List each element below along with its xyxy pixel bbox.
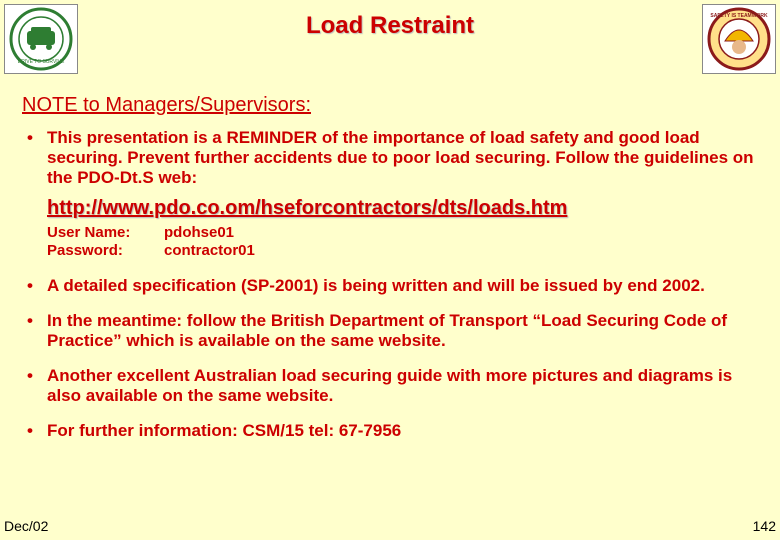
guidelines-link[interactable]: http://www.pdo.co.om/hseforcontractors/dts/loads.htm xyxy=(47,197,568,219)
note-content xyxy=(22,128,757,441)
bullet-specification-text: A detailed specification (SP-2001) is being written and will be issued by end 2002. xyxy=(47,276,705,295)
bullet-symbol: • xyxy=(27,311,33,330)
bullet-australian-guide xyxy=(22,366,757,406)
password-value: contractor01 xyxy=(164,242,255,259)
bullet-reminder-text: This presentation is a REMINDER of the importance of load safety and good load securing. Prevent further accidents due to poor load securing. Follow the guidelines on the PDO-Dt.S web: xyxy=(47,128,754,187)
bullet-further-info xyxy=(22,421,757,441)
credentials xyxy=(22,224,347,260)
bullet-symbol: • xyxy=(27,421,33,440)
note-heading: NOTE to Managers/Supervisors: xyxy=(22,94,311,116)
bullet-australian-guide-text: Another excellent Australian load securing guide with more pictures and diagrams is also available on the same website. xyxy=(47,366,733,405)
bullet-symbol: • xyxy=(27,276,33,295)
slide-title: Load Restraint xyxy=(305,12,475,39)
bullet-british-code xyxy=(22,311,757,351)
username-value: pdohse01 xyxy=(164,224,235,241)
bullet-british-code-text: In the meantime: follow the British Department of Transport “Load Securing Code of Practice” which is available on the same website. xyxy=(47,311,728,350)
bullet-specification xyxy=(22,276,757,296)
safety-teamwork-logo xyxy=(702,4,776,74)
bullet-symbol: • xyxy=(27,128,33,147)
bullet-symbol: • xyxy=(27,366,33,385)
bullet-reminder xyxy=(22,128,757,188)
page-number: 142 xyxy=(752,518,776,534)
logo-left-text: DRIVE TO SURVIVE xyxy=(17,59,65,65)
safety-teamwork-logo-graphic xyxy=(703,5,775,73)
footer-date: Dec/02 xyxy=(4,518,49,534)
password-label: Password: xyxy=(47,242,123,259)
bullet-further-info-text: For further information: CSM/15 tel: 67-7956 xyxy=(47,421,402,440)
logo-right-text: SAFETY IS TEAMWORK xyxy=(710,13,768,19)
username-label: User Name: xyxy=(47,224,131,241)
